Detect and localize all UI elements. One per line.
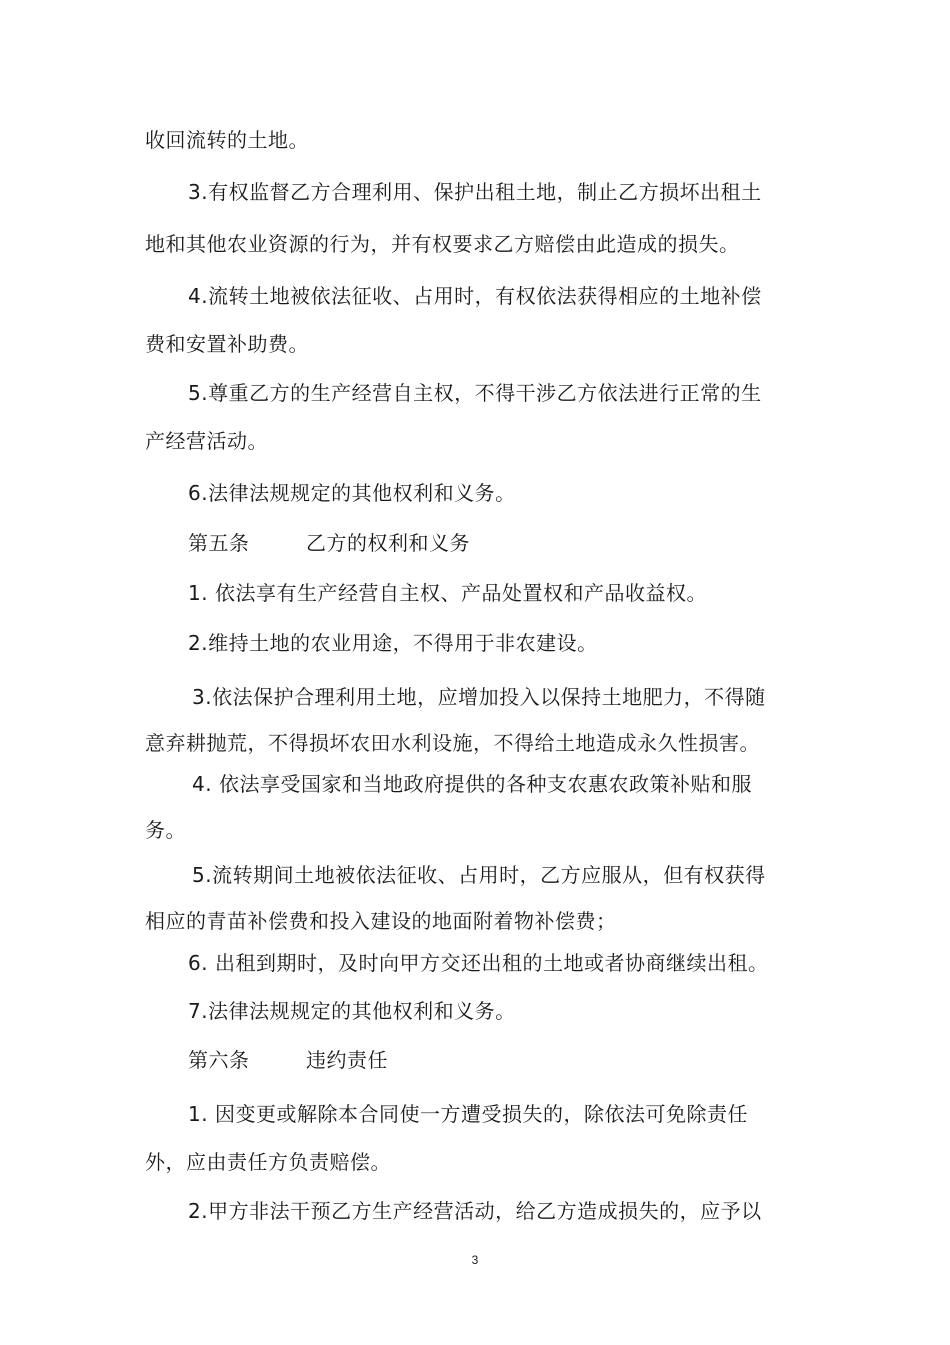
article-title: 乙方的权利和义务	[306, 531, 470, 555]
article-heading	[188, 1047, 828, 1073]
article-number: 第六条	[188, 1048, 250, 1072]
clause-text: 5.尊重乙方的生产经营自主权，不得干涉乙方依法进行正常的生	[188, 381, 762, 405]
clause-text: 1. 依法享有生产经营自主权、产品处置权和产品收益权。	[188, 581, 707, 605]
article-title: 违约责任	[306, 1048, 388, 1072]
text-line: 产经营活动。	[145, 429, 268, 453]
page-number: 3	[471, 1253, 479, 1267]
clause-text: 6. 出租到期时，及时向甲方交还出租的土地或者协商继续出租。	[188, 951, 769, 975]
text-line: 地和其他农业资源的行为，并有权要求乙方赔偿由此造成的损失。	[145, 232, 740, 256]
clause-text: 2.甲方非法干预乙方生产经营活动，给乙方造成损失的，应予以	[188, 1199, 762, 1223]
text-line: 务。	[145, 818, 186, 842]
text-line: 收回流转的土地。	[145, 128, 309, 152]
clause-text: 7.法律法规规定的其他权利和义务。	[188, 999, 516, 1023]
article-number: 第五条	[188, 531, 250, 555]
text-line: 意弃耕抛荒，不得损坏农田水利设施，不得给土地造成永久性损害。	[145, 731, 760, 755]
clause-text: 6.法律法规规定的其他权利和义务。	[188, 481, 516, 505]
clause-text: 5.流转期间土地被依法征收、占用时，乙方应服从，但有权获得	[192, 863, 766, 887]
clause-text: 2.维持土地的农业用途，不得用于非农建设。	[188, 631, 598, 655]
clause-text: 4. 依法享受国家和当地政府提供的各种支农惠农政策补贴和服	[192, 772, 752, 796]
clause-text: 3.依法保护合理利用土地，应增加投入以保持土地肥力，不得随	[192, 685, 766, 709]
text-line: 费和安置补助费。	[145, 332, 309, 356]
article-heading	[188, 530, 828, 556]
clause-text: 4.流转土地被依法征收、占用时，有权依法获得相应的土地补偿	[188, 284, 762, 308]
text-line: 相应的青苗补偿费和投入建设的地面附着物补偿费；	[145, 909, 617, 933]
clause-text: 1. 因变更或解除本合同使一方遭受损失的，除依法可免除责任	[188, 1102, 748, 1126]
text-line: 外，应由责任方负责赔偿。	[145, 1150, 391, 1174]
clause-text: 3.有权监督乙方合理利用、保护出租土地，制止乙方损坏出租土	[188, 180, 762, 204]
